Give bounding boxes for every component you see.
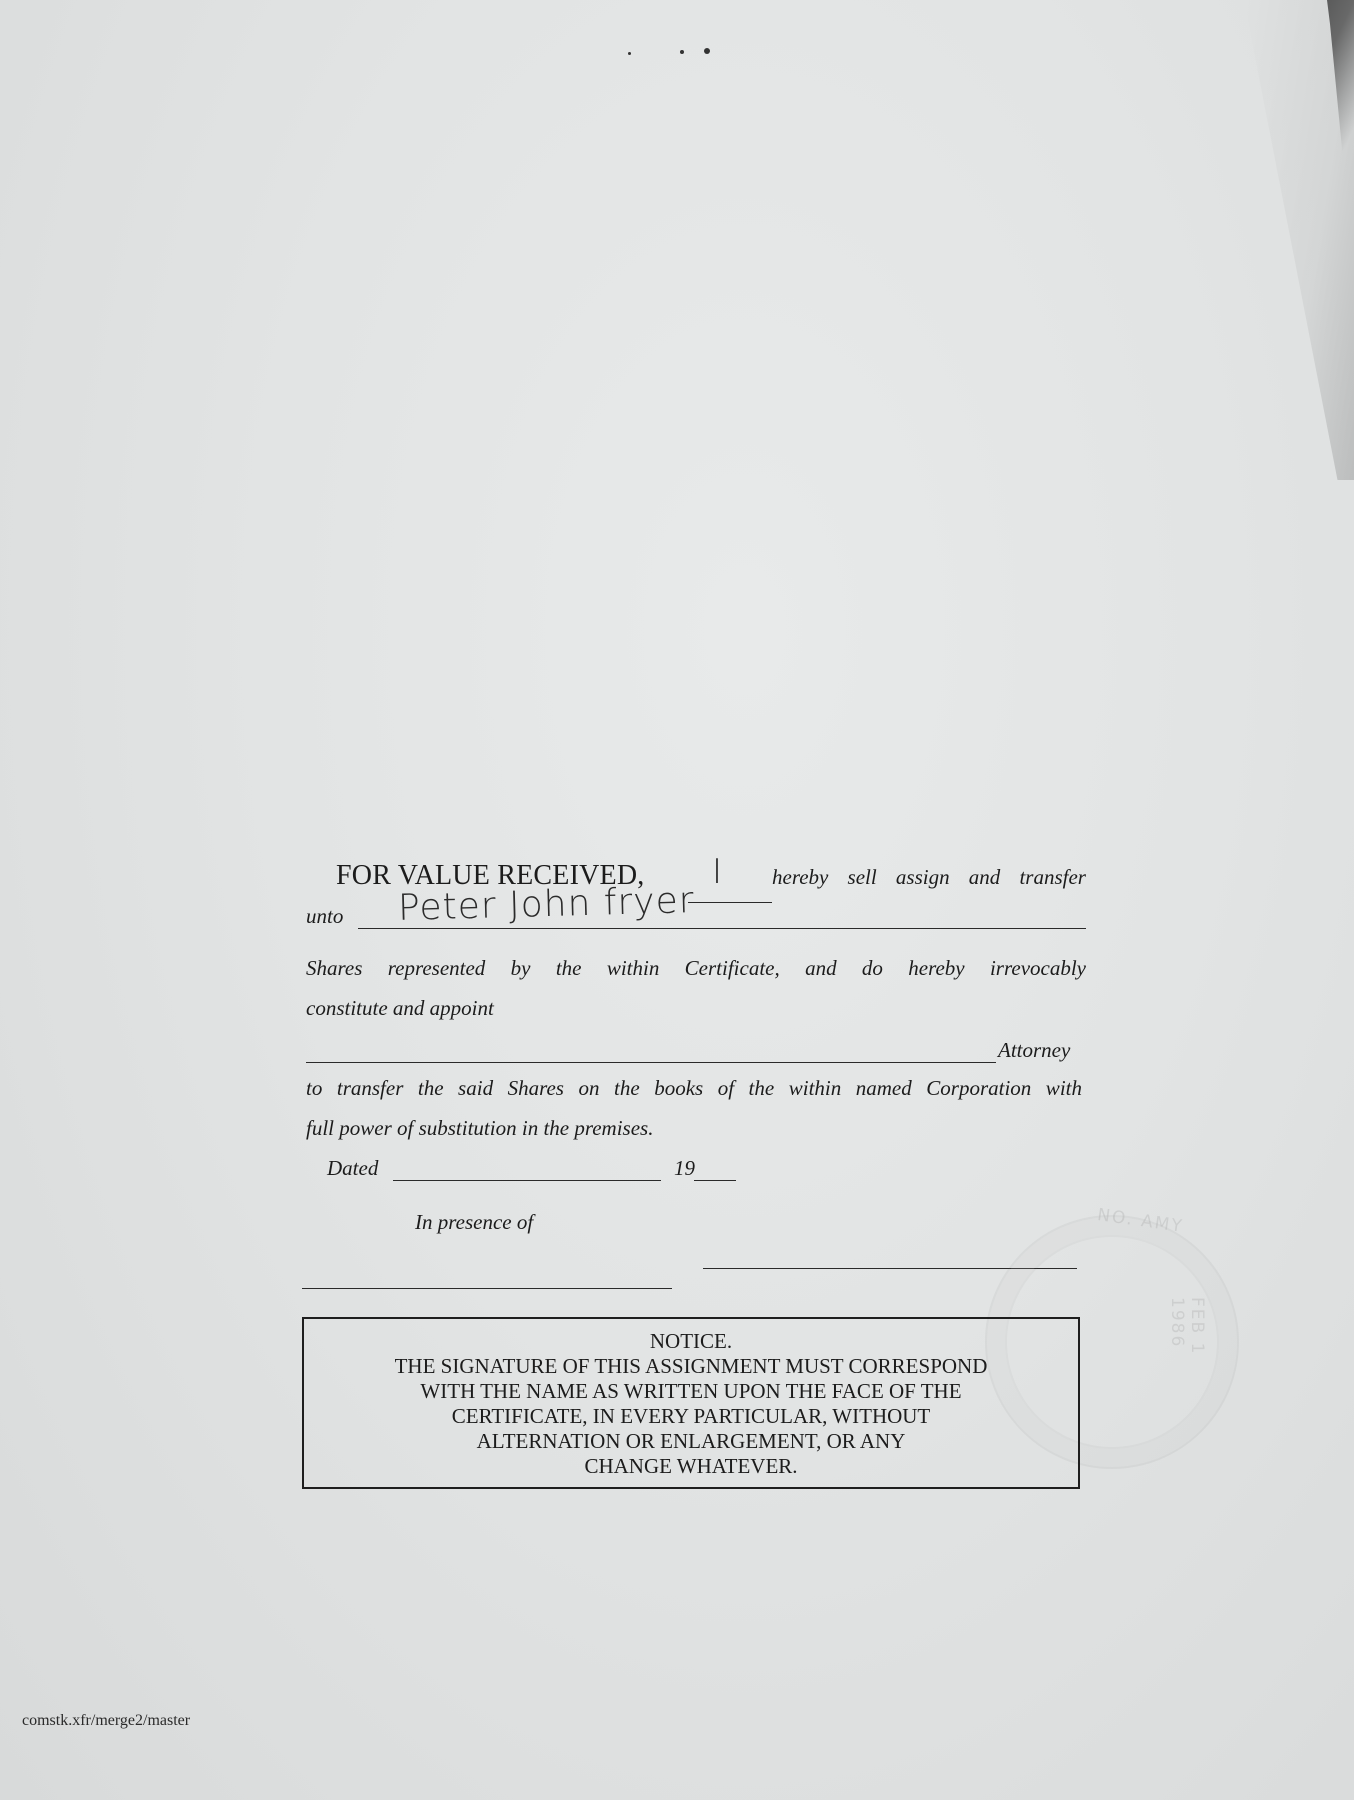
assignee-handwriting: Peter John fryer <box>397 880 696 929</box>
hereby-sell-label <box>772 865 1086 890</box>
assignor-handwriting: I <box>712 852 723 892</box>
notice-title: NOTICE. <box>649 1329 733 1353</box>
for-value-received-heading: FOR VALUE RECEIVED, <box>336 860 645 891</box>
speck <box>680 50 684 54</box>
date-blank <box>393 1180 661 1181</box>
in-presence-of-label: In presence of <box>415 1210 534 1234</box>
notice-line: ALTERNATION OR ENLARGEMENT, OR ANY <box>476 1429 906 1453</box>
transfer-line <box>306 1076 1086 1101</box>
form-code: comstk.xfr/merge2/master <box>22 1712 191 1729</box>
transfer-text: to transfer the said Shares on the books of the within named Corporation with <box>306 1076 1082 1100</box>
assignee-blank <box>358 928 1086 929</box>
notice-line: THE SIGNATURE OF THIS ASSIGNMENT MUST CORRESPOND <box>394 1354 988 1378</box>
notice-line: WITH THE NAME AS WRITTEN UPON THE FACE OF THE <box>420 1379 962 1403</box>
substitution-text: full power of substitution in the premises. <box>306 1116 654 1140</box>
constitute-text: constitute and appoint <box>306 996 494 1020</box>
hereby-sell-word: transfer <box>1019 865 1086 889</box>
hereby-sell-word: assign <box>895 865 950 889</box>
dated-label: Dated <box>327 1156 379 1180</box>
hereby-sell-text <box>772 865 1086 890</box>
unto-label: unto <box>306 904 344 928</box>
signature-notice-box <box>302 1317 1080 1489</box>
witness-signature-line <box>302 1288 672 1289</box>
paper-specks <box>625 48 715 58</box>
shares-represented-line <box>306 956 1086 981</box>
year-blank <box>694 1180 736 1181</box>
year-prefix: 19 <box>674 1156 695 1180</box>
notice-line: CHANGE WHATEVER. <box>584 1454 798 1478</box>
assignor-blank <box>688 902 772 903</box>
constitute-line <box>306 996 1086 1021</box>
speck <box>704 48 710 54</box>
hereby-sell-word: hereby <box>772 865 829 889</box>
substitution-line <box>306 1116 1086 1141</box>
seal-lettering-side: FEB 1 1986 <box>1167 1297 1207 1356</box>
attorney-label: Attorney <box>998 1038 1071 1062</box>
attorney-blank <box>306 1062 996 1063</box>
hereby-sell-word: sell <box>847 865 877 889</box>
speck <box>628 52 631 55</box>
seal-lettering-top: NO. AMY <box>1096 1205 1185 1237</box>
shares-represented-text: Shares represented by the within Certificate, and do hereby irrevocably <box>306 956 1086 980</box>
hereby-sell-word: and <box>968 865 1001 889</box>
notice-line: CERTIFICATE, IN EVERY PARTICULAR, WITHOUT <box>451 1404 931 1428</box>
